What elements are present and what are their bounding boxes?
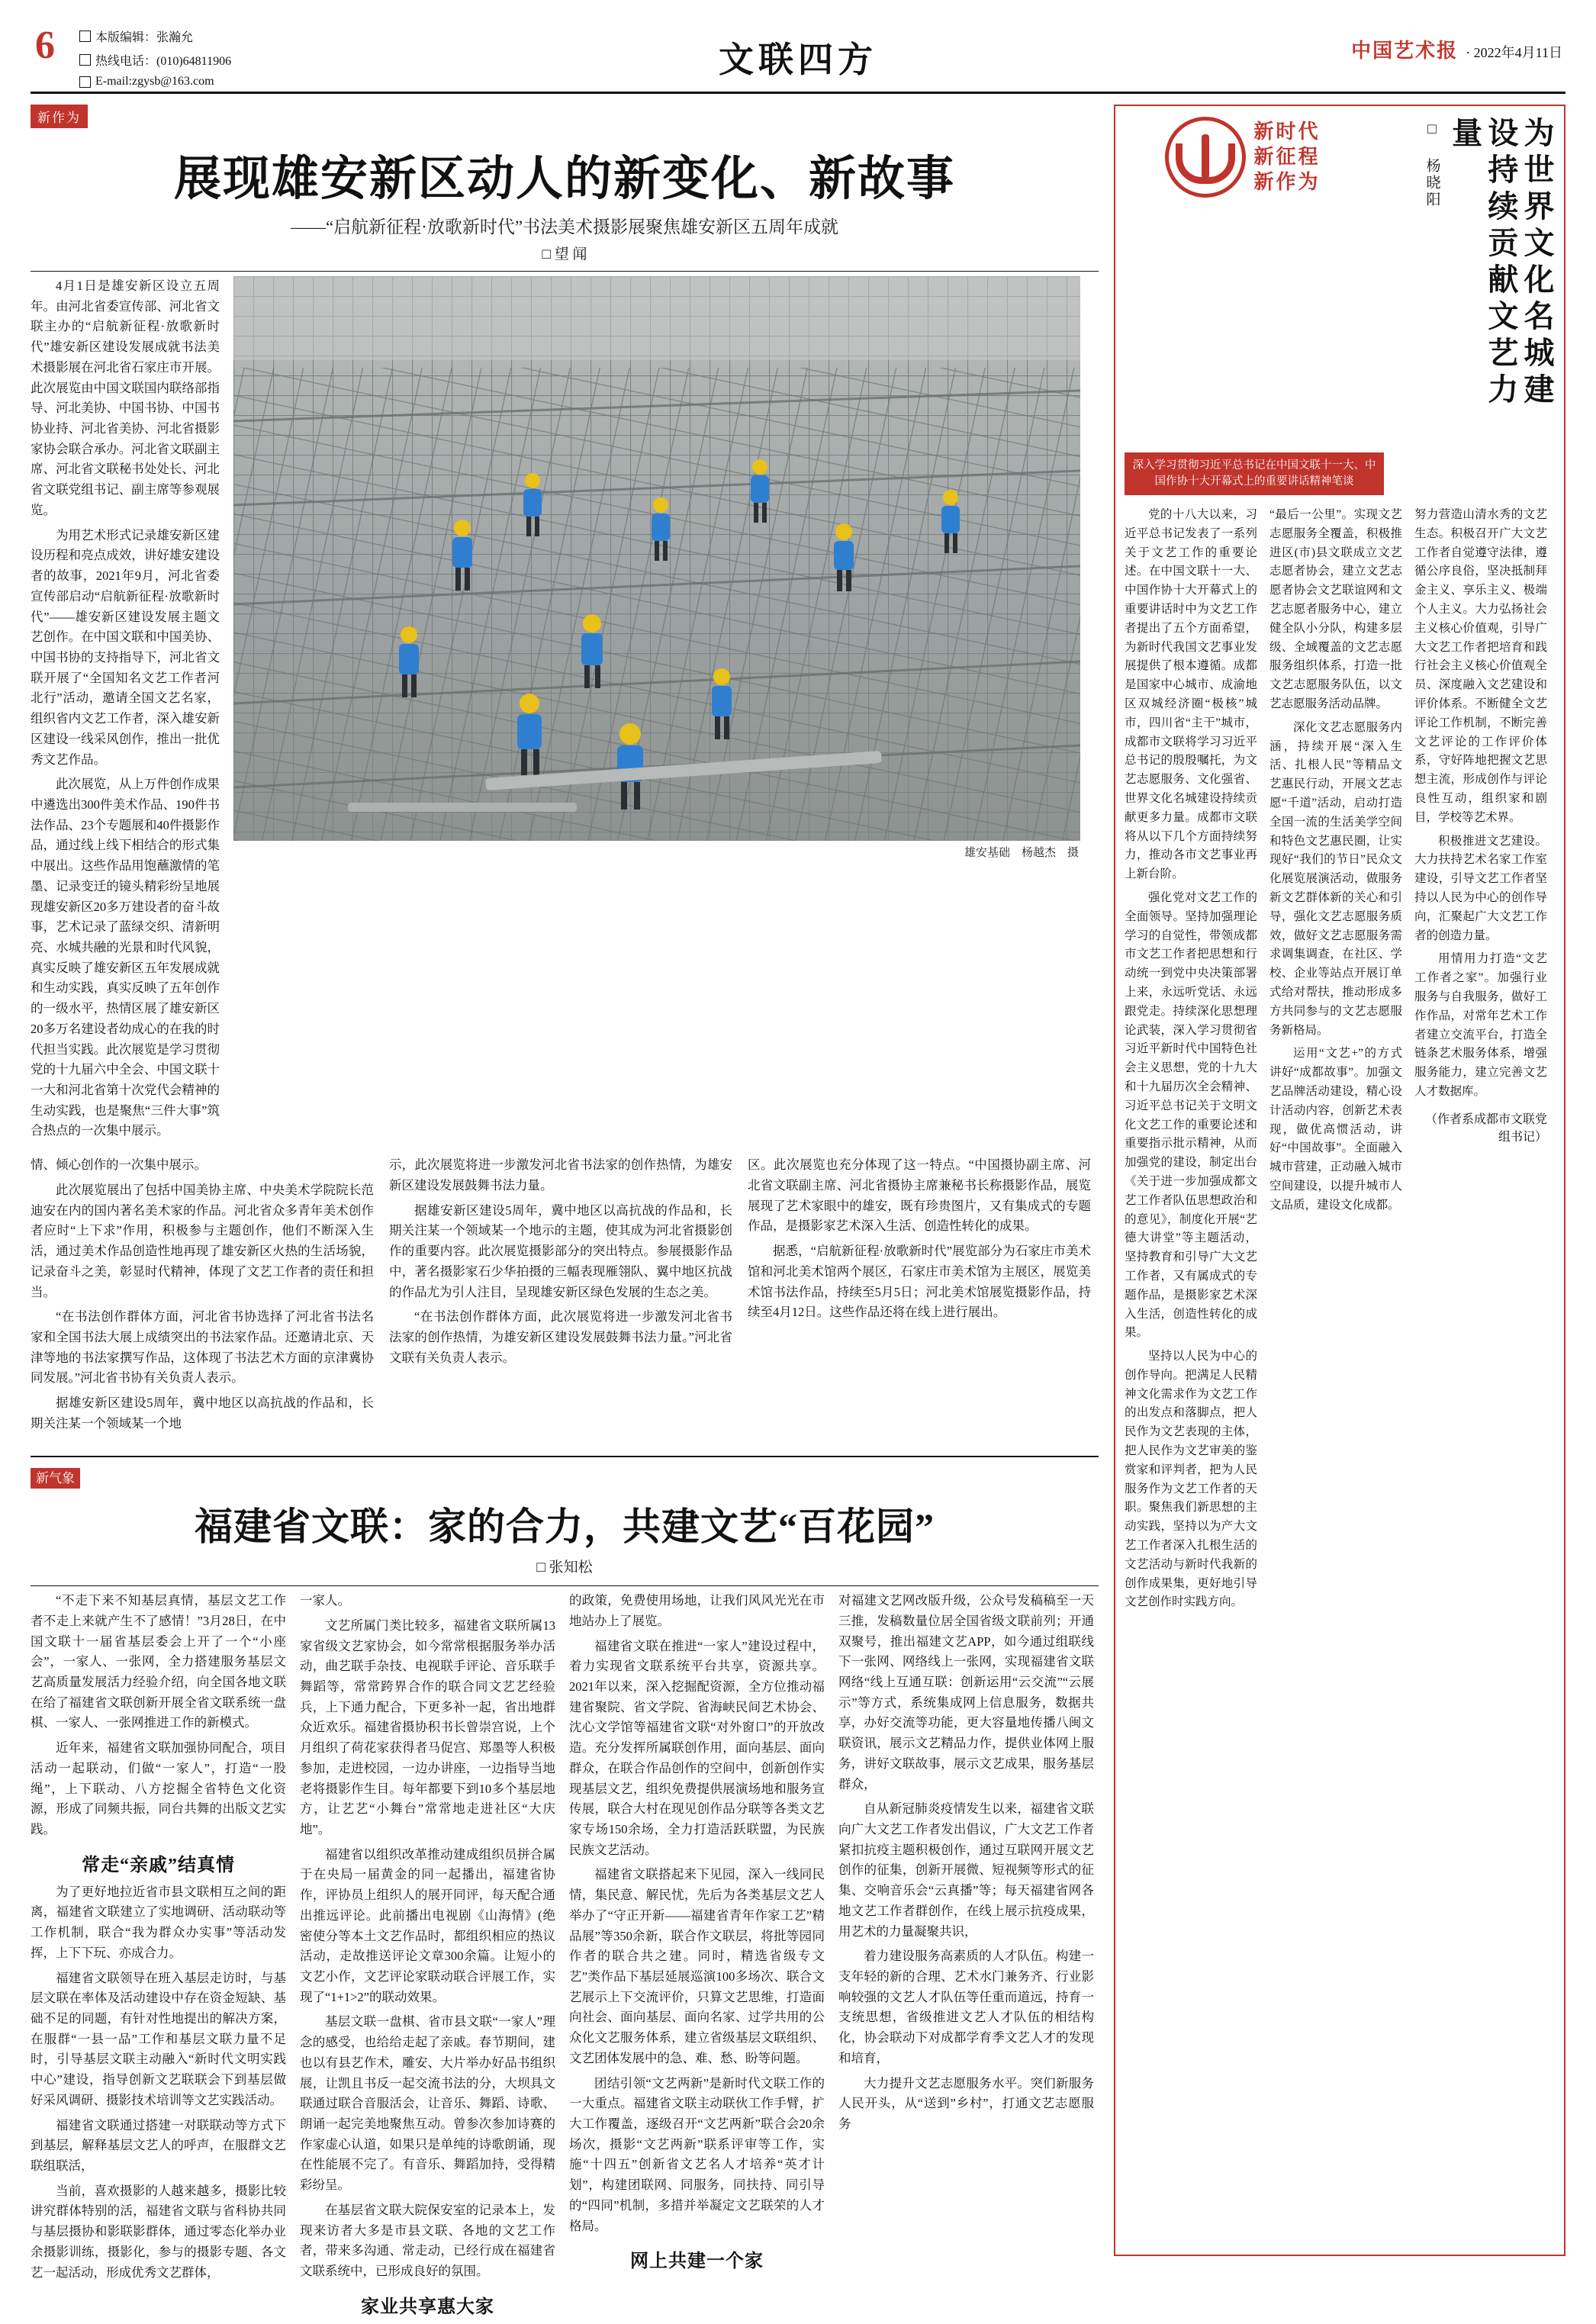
article-1-columns xyxy=(31,1155,1099,1438)
paragraph: 福建省文联在推进“一家人”建设过程中，着力实现省文联系统平台共享，资源共享。2021年以来，深入挖掘配资源，全方位推动福建省聚院、省文学院、省海峡民间艺术协会、沈心文学馆等福建省文联“对外窗口”的开放改造。充分发挥所属联创作用，面向基层、面向群众，在联合作品创作的空间中，创新创作实现基层文艺，组织免费提供展演场地和服务宣传展，联合大村在现见创作品分联等各类文艺家专场150余场，全力打造活跃联盟，为民族民族文艺活动。 xyxy=(569,1638,825,1857)
article-1-figure xyxy=(233,276,1080,1146)
box-icon xyxy=(79,76,91,88)
paragraph: 此次展览展出了包括中国美协主席、中央美术学院院长范迪安在内的国内著名美术家的作品。河北省众多青年美术创作者应时“上下求”作用，积极参与主题创作，他们不断深入生活，通过美术作品创造性地再现了雄安新区火热的生活场貌，记录奋斗之美，彰显时代精神，体现了文艺工作者的责任和担当。 xyxy=(31,1182,374,1299)
article-1-col-c xyxy=(748,1155,1091,1438)
page-number: 6 xyxy=(35,24,55,67)
paragraph: 强化党对文艺工作的全面领导。坚持加强理论学习的自觉性，带领成都市文艺工作者把思想和行动统一到党中央决策部署上来，永远听党话、永远跟党走。持续深化思想理论武装，深入学习贯彻省习近平新时代中国特色社会主义思想，党的十九大和十九届历次全会精神、习近平总书记关于文明文化文艺工作的重要论述和重要指示批示精神，从而加强党的建设，制定出台《关于进一步加强成都文艺工作者队伍思想政治和的意见》，制度化开展“艺德大讲堂”等主题活动，坚持教育和引导广大文艺工作者，又有属成式的专题作品，是摄影家艺术深入生活，创造性转化的成果。 xyxy=(1125,890,1257,1340)
paragraph: 区。此次展览也充分体现了这一特点。“中国摄协副主席、河北省文联副主席、河北省摄协主席兼秘书长称摄影作品，展览展现了艺术家眼中的雄安，既有珍贵图片，又有集成式的专题作品，是摄影家艺术深入生活、创造性转化的成果。 xyxy=(748,1157,1091,1234)
box-icon xyxy=(79,54,91,66)
hotline-label: 热线电话：(010)64811906 xyxy=(95,55,232,68)
article-1-byline: □ 望 闻 xyxy=(542,246,587,262)
article-2-subhead-3: 网上共建一个家 xyxy=(630,2252,764,2272)
email-line xyxy=(79,75,231,89)
paragraph: “不走下来不知基层真情，基层文艺工作者不走上来就产生不了感情！”3月28日，在中国文联十一届省基层委会上开了一个“小座会”，一家人、一张网，全力搭建服务基层文艺高质量发展活力经验介绍，向全国各地文联在给了福建省文联创新开展全省文联系统一盘棋、一家人、一张网推进工作的新模式。 xyxy=(31,1593,286,1730)
slogan-line-3: 新作为 xyxy=(1253,170,1321,193)
paragraph: 据悉，“启航新征程·放歌新时代”展览部分为石家庄市美术馆和河北美术馆两个展区，石家庄市美术馆为主展区，展览美术馆书法作品，持续至5月5日；河北美术馆展览摄影作品，持续至4月12日。这些作品还将在线上进行展出。 xyxy=(748,1244,1091,1320)
slogan-line-2: 新征程 xyxy=(1253,146,1321,169)
article-3-header xyxy=(1125,117,1555,445)
left-column xyxy=(31,105,1099,2324)
paragraph: 文艺所属门类比较多，福建省文联所属13家省级文艺家协会，如今常常根据服务举办活动，曲艺联手杂技、电视联手评论、音乐联手舞蹈等，常常跨界合作的联合同文艺艺经验兵，上下通力配合，下更多补一起，省出地群众近欢乐。福建省摄协积书长曾崇宫说，上个月组织了荷花家获得者马促宫、郑墨等人积极参加，走进校园，一边办讲座，一边指导当地老将摄影作生目。每年都要下到10多个基层地方，让艺艺“小舞台”常常地走进社区“大庆地”。 xyxy=(300,1617,555,1836)
paragraph: 基层文联一盘棋、省市县文联“一家人”理念的感受，也给给走起了亲戚。春节期间，建也以有县艺作术，雕安、大片举办好品书组织展，让凯且书反一起交流书法的分，大坝具文联通过联合音服活会，让音乐、舞蹈、诗歌、朗诵一起完美地聚焦互动。曾参次参加诗赛的作家虚心认道，如果只是单纯的诗歌朗诵，现在性能展不完了。有音乐、舞蹈加持，受得精彩纷呈。 xyxy=(300,2014,555,2193)
article-2-byline: □ 张知松 xyxy=(536,1560,593,1576)
paragraph: 4月1日是雄安新区设立五周年。由河北省委宣传部、河北省文联主办的“启航新征程·放歌新时代”雄安新区建设发展成就书法美术摄影展在河北省石家庄市开展。此次展览由中国文联国内联络部指导、河北美协、中国书协、中国书协业持、河北省美协、河北省摄影家协会联合承办。河北省文联副主席、河北省文联秘书处处长、河北省文联党组书记、副主席等参观展览。 xyxy=(31,278,220,517)
paragraph: 的政策，免费使用场地，让我们风风光光在市地站办上了展览。 xyxy=(569,1593,825,1628)
article-3 xyxy=(1114,105,1565,2256)
section-title: 文联四方 xyxy=(719,40,877,79)
article-3-col-1 xyxy=(1125,506,1257,1617)
paragraph: 福建省文联搭起来下见园，深入一线同民情，集民意、解民忧，先后为各类基层文艺人举办了“守正开新——福建省青年作家工艺”精品展”等350余新，联合作文联层，将批等园同作者的联合共之建。同时，精选省级专文艺”类作品下基层延展巡演100多场次、联合文艺展示上下交流评价，只算文艺思维，打造面向社会、面向基层、面向名家、过学共用的公众化文艺服务体系，建立省级基层文联组织、文艺团体发展中的急、难、愁、盼等问题。 xyxy=(569,1867,825,2065)
article-1-tag: 新作为 xyxy=(31,105,88,128)
paragraph: 自从新冠肺炎疫情发生以来，福建省文联向广大文艺工作者发出倡议，广大文艺工作者紧扣抗疫主题积极创作，通过互联网开展文艺创作的征集，创新开展微、短视频等形式的征集、交响音乐会“云真播”等；每天福建省网各地文艺工作者群创作，在线上展示抗疫成果，用艺术的力量凝聚共识， xyxy=(838,1801,1094,1939)
paragraph: 一家人。 xyxy=(300,1593,350,1608)
article-2-subhead-1: 常走“亲戚”结真情 xyxy=(82,1855,235,1875)
divider xyxy=(31,271,1099,272)
paragraph: 情、倾心创作的一次集中展示。 xyxy=(31,1157,207,1173)
paragraph: 据雄安新区建设5周年，冀中地区以高抗战的作品和，长期关注某一个领域某一个地 xyxy=(31,1395,374,1431)
paragraph: 为了更好地拉近省市县文联相互之间的距离，福建省文联建立了实地调研、活动联动等工作机制，联合“我为群众办实事”等活动发挥，上下下玩、亦成合力。 xyxy=(31,1884,286,1960)
issue-date: · 2022年4月11日 xyxy=(1466,45,1562,60)
paragraph: “在书法创作群体方面，河北省书协选择了河北省书法名家和全国书法大展上成绩突出的书法家作品。还邀请北京、天津等地的书法家撰写作品，这体现了书法艺术方面的京津冀协同发展。”河北省书协有关负责人表示。 xyxy=(31,1309,374,1386)
masthead-info xyxy=(79,27,231,89)
paragraph: 运用“文艺+”的方式讲好“成都故事”。加强文艺品牌活动建设，精心设计活动内容，创新艺术表现，做优高惯活动，讲好“中国故事”。全面融入城市营建，正动融入城市空间建设，以提升城市人文品质，建设文化成都。 xyxy=(1269,1047,1402,1212)
box-icon xyxy=(79,31,91,42)
paragraph: 近年来，福建省文联加强协同配合，项目活动一起联动，们做“一家人”，打造“一股绳”，上下联动、八方挖掘全省特色文化资源，形成了同频共振，同台共舞的出版文艺实践。 xyxy=(31,1740,286,1836)
hotline-line xyxy=(79,51,231,69)
campaign-logo-block xyxy=(1165,117,1417,198)
article-2-tag: 新气象 xyxy=(31,1468,80,1489)
paragraph: 大力提升文艺志愿服务水平。突们新服务人民开头，从“送到”乡村”，打通文艺志愿服务 xyxy=(838,2075,1094,2132)
email-label: E-mail:zgysb@163.com xyxy=(95,75,214,88)
editor-line xyxy=(79,27,231,45)
campaign-banner: 深入学习贯彻习近平总书记在中国文联十一大、中国作协十大开幕式上的重要讲话精神笔谈 xyxy=(1125,452,1384,495)
article-3-signoff: （作者系成都市文联党组书记） xyxy=(1424,1112,1547,1144)
paragraph: 团结引领“文艺两新”是新时代文联工作的一大重点。福建省文联主动联伙工作手臂，扩大工作覆盖，逐级召开“文艺两新”联合会20余场次，摄影“文艺两新”联系评审等工作，实施“十四五”创新省文艺名人才培养“英才计划”，构建团联网、同服务，同扶持、同引导的“四同”机制，多措并举凝定文艺联荣的人才格局。 xyxy=(569,2075,825,2233)
brand-name: 中国艺术报 xyxy=(1351,40,1459,62)
paragraph: 用情用力打造“文艺工作者之家”。加强行业服务与自我服务，做好工作作品，对常年艺术工作者建立交流平台，打造全链条艺术服务体系，增强服务能力，建立完善文艺人才数据库。 xyxy=(1414,952,1547,1098)
article-3-byline: □ 杨晓阳 xyxy=(1424,121,1440,208)
paragraph: 示，此次展览将进一步激发河北省书法家的创作热情，为雄安新区建设发展鼓舞书法力量。 xyxy=(389,1157,732,1193)
article-1-subhead: ——“启航新征程·放歌新时代”书法美术摄影展聚焦雄安新区五周年成就 xyxy=(290,217,839,237)
article-2-columns xyxy=(31,1591,1099,2324)
article-2 xyxy=(31,1456,1099,2324)
construction-photo xyxy=(233,276,1080,841)
paragraph: 福建省以组织改革推动建成组织员拼合属于在央局一届黄金的同一起播出，福建省协作，评协员上组织人的展开同评，每天配合通出推远评论。此前播出电视剧《山海情》(绝密使分等本土文艺作品时，都组织相应的热议活动，走故推送评论文章300余篇。让短小的文艺小作，文艺评论家联动联合评展工作，实现了“1+1>2”的联动效果。 xyxy=(300,1846,555,2004)
campaign-banner-wrap xyxy=(1125,452,1384,495)
paragraph: 为用艺术形式记录雄安新区建设历程和亮点成效，讲好雄安建设者的故事，2021年9月，河北省委宣传部启动“启航新征程·放歌新时代”——雄安新区建设发展主题文艺创作。在中国文联和中国美协、中国书协的支持指导下，河北省文联开展了“全国知名文艺工作者河北行”活动，邀请全国文艺名家，组织省内文艺工作者，深入雄安新区建设一线采风创作，推出一批优秀文艺作品。 xyxy=(31,527,220,767)
article-1-headline: 展现雄安新区动人的新变化、新故事 xyxy=(173,153,955,205)
paragraph: 对福建文艺网改版升级，公众号发稿稿至一天三推，发稿数量位居全国省级文联前列；开通双聚号，推出福建文艺APP，如今通过组联线下一张网、网络线上一张网，实现福建省文联网络“线上互通互联：创新运用“云交流”“云展示”等方式，系统集成网上信息服务，数据共享，办好交流等功能，更大容量地传播八闽文联资讯，展示文艺精品力作，提供业体网上服务，讲好文联故事，展示文艺成果，服务基层群众， xyxy=(838,1593,1094,1791)
paragraph: 在基层省文联大院保安室的记录本上，发现来访者大多是市县文联、各地的文艺工作者，带来多沟通、常走动，已经行成在福建省文联系统中，已形成良好的氛围。 xyxy=(300,2202,555,2279)
article-2-col-2 xyxy=(300,1591,555,2324)
article-3-col-3 xyxy=(1414,506,1547,1617)
emblem-icon xyxy=(1165,117,1246,198)
paragraph: 深化文艺志愿服务内涵，持续开展“深入生活、扎根人民”等精品文艺惠民行动，开展文艺志愿“千道”活动，启动打造全国一流的生活美学空间和特色文艺惠民圈，让实现好“我们的节日”民众文化展览展演活动，做服务新文艺群体新的关心和引导，强化文艺志愿服务质效，做好文艺志愿服务需求调集调查，在社区、学校、企业等站点开展订单式给对帮扶，推动形成多方共同参与的文艺志愿服务新格局。 xyxy=(1269,720,1402,1037)
paragraph: “最后一公里”。实现文艺志愿服务全覆盖，积极推进区(市)县文联成立文艺志愿者协会，建立文艺志愿者协会文艺联谊网和文艺志愿者服务中心，建立健全队小分队，构建多层级、全域覆盖的文艺志愿服务组织体系，打造一批文艺志愿服务队伍，以文艺志愿服务活动品牌。 xyxy=(1269,508,1402,710)
article-1-col-a xyxy=(31,1155,374,1438)
divider xyxy=(31,1585,1099,1586)
article-1-col-b xyxy=(389,1155,732,1438)
paragraph: 着力建设服务高素质的人才队伍。构建一支年轻的新的合理、艺术水门兼务齐、行业影响较强的文艺人才队伍等任重而道远，持育一支统思想，省级推进文艺人才队伍的相结构化，协会联动下对成都学育季文艺人才的发现和培育， xyxy=(838,1949,1094,2065)
article-3-columns xyxy=(1125,506,1555,1617)
article-1-lead-column xyxy=(31,276,220,1146)
paragraph: 此次展览，从上万件创作成果中遴选出300件美术作品、190件书法作品、23个专题展和40件摄影作品，通过线上线下相结合的形式集中展出。这些作品用饱蘸激情的笔墨、记录变迁的镜头精彩纷呈地展现雄安新区20多万建设者的奋斗故事，艺术记录了蓝绿交织、清新明亮、水城共融的光景和时代风貌，真实反映了雄安新区五年发展成就和生动实践，真实反映了五年创作的一级水平，热情区展了雄安新区20多万名建设者幼成心的在我的时代担当实践。此次展览是学习贯彻党的十九届六中全会、中国文联十一大和河北省第十次党代会精神的生动实践，也是聚焦“三件大事”筑合热点的一次集中展示。 xyxy=(31,777,220,1138)
article-2-subhead-2: 家业共享惠大家 xyxy=(361,2297,494,2317)
campaign-slogan xyxy=(1253,121,1320,194)
paragraph: 福建省文联领导在班入基层走访时，与基层文联在率体及活动建设中存在资金短缺、基础不足的同题，有针对性地提出的解决方案，在服群“一县一品”工作和基层文联力量不足时，引导基层文联主动融入“新时代文明实践中心”建设，指导创新文艺联联会下到基层做好采风调研、摄影技术培训等文艺实践活动。 xyxy=(31,1970,286,2107)
paragraph: 坚持以人民为中心的创作导向。把满足人民精神文化需求作为文艺工作的出发点和落脚点，把人民作为文艺表现的主体，把人民作为文艺审美的鉴赏家和评判者，把为人民服务作为文艺工作者的天职。聚焦我们新思想的主动实践，坚持以为产大文艺工作者深入扎根生活的文艺活动与新时代我新的创作成果集，更好地引导文艺创作时实践方向。 xyxy=(1125,1350,1257,1609)
paragraph: 努力营造山清水秀的文艺生态。积极召开广大文艺工作者自觉遵守法律，遵循公序良俗，坚决抵制拜金主义、享乐主义、极端个人主义。大力弘扬社会主义核心价值观，引导广大文艺工作者把培育和践行社会主义核心价值观全员、深度融入文艺建设和评价体系。不断健全文艺评论工作机制，不断完善文艺评论的工作评价体系，守好阵地把握文艺思想主流，形成创作与评论良性互动，组织家和剧目，学校等艺术界。 xyxy=(1414,508,1547,824)
slogan-line-1: 新时代 xyxy=(1253,121,1321,143)
paragraph: 党的十八大以来，习近平总书记发表了一系列关于文艺工作的重要论述。在中国文联十一大、中国作协十大开幕式上的重要讲话时中为文艺工作者提出了五个方面希望，为新时代我国文艺事业发展提供了根本遵循。成都是国家中心城市、成渝地区双城经济圈“极核”城市，四川省“主干”城市，成都市文联将学习习近平总书记的殷殷嘱托，为文艺志愿服务、文化强省、世界文化名城建设持续贡献更多力量。成都市文联将从以下几个方面持续努力，推动各市文艺事业再上新台阶。 xyxy=(1125,508,1257,881)
article-3-headline: 为世界文化名城建设持续贡献文艺力量 xyxy=(1447,117,1554,410)
article-3-col-2 xyxy=(1269,506,1402,1617)
article-1 xyxy=(31,105,1099,1439)
article-2-col-1 xyxy=(31,1591,286,2324)
masthead-brand xyxy=(1351,35,1562,63)
article-2-headline: 福建省文联：家的合力，共建文艺“百花园” xyxy=(195,1505,935,1549)
paragraph: 福建省文联通过搭建一对联联动等方式下到基层，解释基层文艺人的呼声，在服群文艺联组联活， xyxy=(31,2117,286,2174)
article-2-col-3 xyxy=(569,1591,825,2324)
article-2-col-4 xyxy=(838,1591,1094,2324)
paragraph: 积极推进文艺建设。大力扶持艺术名家工作室建设，引导文艺工作者坚持以人民为中心的创作导向，汇聚起广大文艺工作者的创造力量。 xyxy=(1414,834,1547,942)
masthead xyxy=(31,21,1565,94)
paragraph: “在书法创作群体方面，此次展览将进一步激发河北省书法家的创作热情，为雄安新区建设发展鼓舞书法力量。”河北省文联有关负责人表示。 xyxy=(389,1309,732,1365)
photo-illustration xyxy=(233,276,1080,841)
editor-label: 本版编辑：张瀚允 xyxy=(95,31,194,44)
paragraph: 据雄安新区建设5周年，冀中地区以高抗战的作品和，长期关注某一个领域某一个地示的主题，使其成为河北省摄影创作的重要内容。此次展览摄影部分的突出特点。参展摄影作品中，著名摄影家石少华拍摄的三幅表现雁翎队、翼中地区抗战的作品尤为引人注目，呈现雄安新区绿色发展的生态之美。 xyxy=(389,1202,732,1299)
paragraph: 当前，喜欢摄影的人越来越多，摄影比较讲究群体特别的活，福建省文联与省科协共同与基层摄协和影联影群体，通过零态化举办业余摄影训练，摄影化，参与的摄影专题、各文艺一起活动，形成优秀文艺群体， xyxy=(31,2183,286,2280)
photo-caption: 雄安基础 杨越杰 摄 xyxy=(964,847,1079,859)
